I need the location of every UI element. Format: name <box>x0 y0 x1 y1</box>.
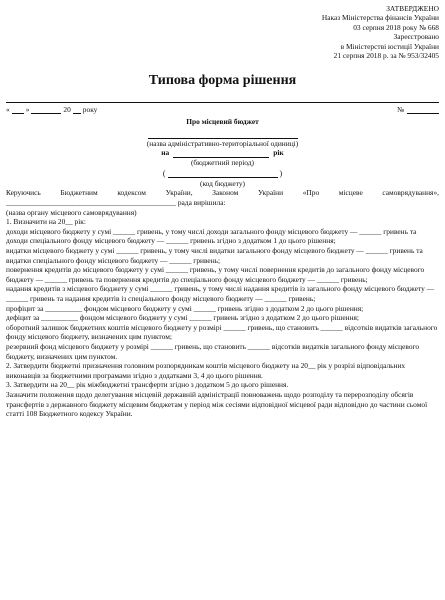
date-field <box>6 105 97 115</box>
number-sign: № <box>396 104 404 114</box>
year-blank <box>73 106 81 114</box>
approval-order: Наказ Міністерства фінансів України <box>321 13 439 23</box>
body-paragraph: Керуючись Бюджетним кодексом України, Законом України «Про місцеве самоврядування», ______________________________________________ рада вирішила: <box>6 188 439 208</box>
budget-code-caption: (код бюджету) <box>199 179 245 189</box>
body-paragraph: (назва органу місцевого самоврядування) <box>6 207 137 217</box>
code-close-paren: ) <box>279 169 283 179</box>
body-paragraph: Зазначити положення щодо делегування місцевій державній адміністрації повноважень щодо розподілу та перерозподілу обсягів трансфертів з державного бюджету місцевим бюджетам у період між сесіями відповідної місцевої ради відповідно до частини сьомої статті 108 Бюджетного кодексу України. <box>6 389 428 419</box>
budget-code-blank <box>168 169 278 178</box>
date-open-quote: « <box>6 104 10 114</box>
budget-period-line <box>6 148 439 158</box>
date-close-quote: » <box>25 104 30 114</box>
year-suffix: року <box>82 104 98 114</box>
body-paragraph: резервний фонд місцевого бюджету у розмірі ______ гривень, що становить ______ відсотків видатків загального фонду місцевого бюджету, визначених цим пунктом. <box>6 341 420 361</box>
month-blank <box>31 106 61 114</box>
body-paragraph: профіцит за __________ фондом місцевого бюджету у сумі ______ гривень згідно з додатком 2 до цього рішення; <box>6 303 364 313</box>
registration-label: Зареєстровано <box>393 32 439 42</box>
body-paragraph: доходи місцевого бюджету у сумі ______ гривень, у тому числі доходи загального фонду місцевого бюджету — ______ гривень та доходи спеціального фонду місцевого бюджету — ______ гривень згідно з додатком 1 до цього рішення; <box>6 226 417 246</box>
number-field <box>397 105 439 115</box>
body-paragraph: повернення кредитів до місцевого бюджету у сумі ______ гривень, у тому числі повернення кредитів до загального фонду місцевого бюджету — ______ гривень та повернення кредитів до спеціального фонду місцевого бюджету — ______ гривень; <box>6 265 425 284</box>
period-blank <box>173 150 269 158</box>
day-blank <box>12 106 24 114</box>
registration-date: 21 серпня 2018 р. за № 953/32405 <box>333 51 439 61</box>
approval-heading: ЗАТВЕРДЖЕНО <box>386 4 439 13</box>
body-paragraph: дефіцит за __________ фондом місцевого бюджету у сумі ______ гривень згідно з додатком 2 до цього рішення; <box>6 313 359 323</box>
admin-unit-caption: (назва адміністративно-територіальної одиниці) <box>146 139 299 149</box>
decision-subject: Про місцевий бюджет <box>186 117 259 127</box>
date-number-line <box>6 102 439 114</box>
approval-stamp <box>6 4 439 60</box>
budget-code-field <box>6 169 439 179</box>
period-caption: (бюджетний період) <box>190 158 255 168</box>
body-paragraph: оборотний залишок бюджетних коштів місцевого бюджету у розмірі ______ гривень, що становить ______ відсотків видатків загального фонду місцевого бюджету, визначених цим пунктом; <box>6 322 438 342</box>
approval-order-date: 03 серпня 2018 року № 668 <box>353 22 439 32</box>
year-prefix: 20 <box>63 104 71 114</box>
body-paragraph: 2. Затвердити бюджетні призначення головним розпорядникам коштів місцевого бюджету на 20__ рік у розрізі відповідальних виконавців за бюджетними програмами згідно з додатками 3, 4 до цього рішення. <box>6 361 406 380</box>
year-word: рік <box>273 148 284 158</box>
number-blank <box>407 106 439 114</box>
body-paragraph: надання кредитів з місцевого бюджету у сумі ______ гривень, у тому числі надання кредитів із загального фонду місцевого бюджету — ______ гривень та надання кредитів із спеціального фонду місцевого бюджету — ______ гривень; <box>6 284 435 303</box>
body-paragraph: видатки місцевого бюджету у сумі ______ гривень, у тому числі видатки загального фонду місцевого бюджету — ______ гривень та видатки спеціального фонду місцевого бюджету — ______ гривень; <box>6 246 423 265</box>
form-title: Типова форма рішення <box>148 73 297 89</box>
body-paragraph: 1. Визначити на 20__ рік: <box>6 217 86 227</box>
body-paragraph: 3. Затвердити на 20__ рік міжбюджетні трансферти згідно з додатком 5 до цього рішення. <box>6 380 289 390</box>
decision-body <box>6 188 439 418</box>
registration-ministry: в Міністерстві юстиції України <box>340 41 439 51</box>
admin-unit-blank <box>148 129 298 139</box>
on-label: на <box>161 148 170 158</box>
code-open-paren: ( <box>162 169 166 179</box>
